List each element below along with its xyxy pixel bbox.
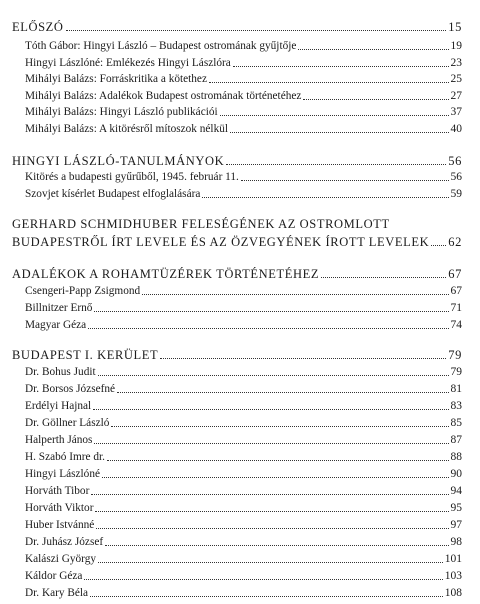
toc-entry-title: Horváth Tibor [25,485,90,497]
toc-entry-title: Mihályi Balázs: Adalékok Budapest ostromának történetéhez [25,90,302,102]
dot-leader [209,82,449,83]
toc-entry [25,284,462,298]
dot-leader [66,30,447,31]
toc-entry-title: Magyar Géza [25,319,87,331]
dot-leader [111,426,448,427]
toc-entry [25,552,462,566]
toc-entry-title: BUDAPESTRŐL ÍRT LEVELE ÉS AZ ÖZVEGYÉNEK ÍROTT LEVELEK [12,235,430,249]
toc-entry-title: Dr. Juhász József [25,536,104,548]
toc-entry-page: 87 [450,434,462,446]
dot-leader [202,197,448,198]
dot-leader [431,245,446,246]
toc-entry-page: 23 [450,57,462,69]
toc-entry-page: 59 [450,188,462,200]
toc-entry-page: 74 [450,319,462,331]
toc-entry-page: 83 [450,400,462,412]
toc-entry-page: 27 [450,90,462,102]
dot-leader [142,294,448,295]
toc-entry-title: Hingyi Lászlóné [25,468,100,480]
toc-entry-page: 81 [450,383,462,395]
toc-entry-page: 71 [450,302,462,314]
toc-entry-title: Mihályi Balázs: Hingyi László publikációi [25,106,218,118]
toc-entry-page: 67 [448,267,462,281]
toc-entry-page: 97 [450,519,462,531]
dot-leader [117,392,448,393]
dot-leader [102,477,449,478]
toc-entry-page: 19 [450,40,462,52]
toc-entry-title: Dr. Kary Béla [25,587,89,599]
dot-leader [95,511,448,512]
toc-entry [25,569,462,583]
toc-entry-page: 108 [444,587,462,599]
toc-entry-title: ELŐSZÓ [12,20,64,34]
toc-entry-page: 98 [450,536,462,548]
toc-entry-page: 15 [448,20,462,34]
toc-entry-page: 103 [444,570,462,582]
toc-entry [25,535,462,549]
toc-entry-title: Halperth János [25,434,93,446]
toc-entry-title: Káldor Géza [25,570,83,582]
toc-entry [25,122,462,136]
toc-entry [12,154,462,168]
dot-leader [91,494,448,495]
toc-entry-title: BUDAPEST I. KERÜLET [12,348,159,362]
toc-entry-title: ADALÉKOK A ROHAMTÜZÉREK TÖRTÉNETÉHEZ [12,267,320,281]
dot-leader [98,562,443,563]
toc-entry-title: Szovjet kísérlet Budapest elfoglalására [25,188,201,200]
toc-entry [25,433,462,447]
dot-leader [303,99,448,100]
toc-entry-page: 101 [444,553,462,565]
toc-entry-title: Dr. Borsos Józsefné [25,383,116,395]
toc-entry [25,187,462,201]
toc-entry [25,416,462,430]
toc-entry-page: 95 [450,502,462,514]
toc-entry [25,484,462,498]
dot-leader [98,375,449,376]
dot-leader [93,409,448,410]
dot-leader [90,596,443,597]
toc-entry-title: Mihályi Balázs: Forráskritika a kötethez [25,73,207,85]
toc-entry [25,501,462,515]
toc-entry [25,318,462,332]
toc-entry-title: GERHARD SCHMIDHUBER FELESÉGÉNEK AZ OSTROMLOTT [12,217,390,231]
toc-entry-page: 37 [450,106,462,118]
dot-leader [298,49,448,50]
toc-entry-title: Mihályi Balázs: A kitörésről mítoszok nélkül [25,123,229,135]
toc-entry-title: Erdélyi Hajnal [25,400,92,412]
toc-entry-page: 62 [448,235,462,249]
toc-entry [25,399,462,413]
toc-entry [12,267,462,281]
toc-entry [25,467,462,481]
toc-entry [12,348,462,362]
dot-leader [84,579,442,580]
toc-entry-title: Kalászi György [25,553,97,565]
dot-leader [94,311,448,312]
toc-entry [25,170,462,184]
toc-entry-title: HINGYI LÁSZLÓ-TANULMÁNYOK [12,154,225,168]
toc-entry-page: 79 [448,348,462,362]
toc-entry [25,365,462,379]
toc-entry [25,56,462,70]
toc-entry [25,105,462,119]
toc-entry [25,89,462,103]
toc-entry-title: Billnitzer Ernő [25,302,93,314]
dot-leader [96,528,448,529]
toc-entry [25,382,462,396]
toc-entry-title: Tóth Gábor: Hingyi László – Budapest ostromának gyűjtője [25,40,297,52]
toc-entry [25,39,462,53]
dot-leader [220,115,449,116]
dot-leader [230,132,448,133]
toc-entry [25,450,462,464]
toc-entry-page: 67 [450,285,462,297]
toc-entry-page: 90 [450,468,462,480]
toc-entry [25,518,462,532]
toc-entry-title: Huber Istvánné [25,519,95,531]
toc-entry-title: Kitörés a budapesti gyűrűből, 1945. február 11. [25,171,239,183]
dot-leader [107,460,449,461]
dot-leader [105,545,448,546]
toc-entry [12,20,462,34]
toc-entry-page: 79 [450,366,462,378]
dot-leader [233,66,449,67]
dot-leader [88,328,448,329]
dot-leader [321,277,446,278]
toc-entry-page: 94 [450,485,462,497]
toc-entry-page: 40 [450,123,462,135]
toc-entry-page: 25 [450,73,462,85]
toc-entry-title: Dr. Göllner László [25,417,110,429]
toc-entry-title: Csengeri-Papp Zsigmond [25,285,141,297]
toc-entry [12,217,462,231]
toc-entry [25,586,462,600]
toc-entry-page: 56 [450,171,462,183]
toc-entry-title: Hingyi Lászlóné: Emlékezés Hingyi Lászlóra [25,57,231,69]
toc-entry-page: 88 [450,451,462,463]
toc-entry-page: 85 [450,417,462,429]
dot-leader [241,180,449,181]
toc-entry-title: Horváth Viktor [25,502,94,514]
dot-leader [226,164,446,165]
toc-entry [12,235,462,249]
dot-leader [94,443,448,444]
toc-entry-title: H. Szabó Imre dr. [25,451,105,463]
toc-entry [25,72,462,86]
toc-entry-title: Dr. Bohus Judit [25,366,96,378]
dot-leader [160,358,446,359]
toc-entry-page: 56 [448,154,462,168]
toc-entry [25,301,462,315]
